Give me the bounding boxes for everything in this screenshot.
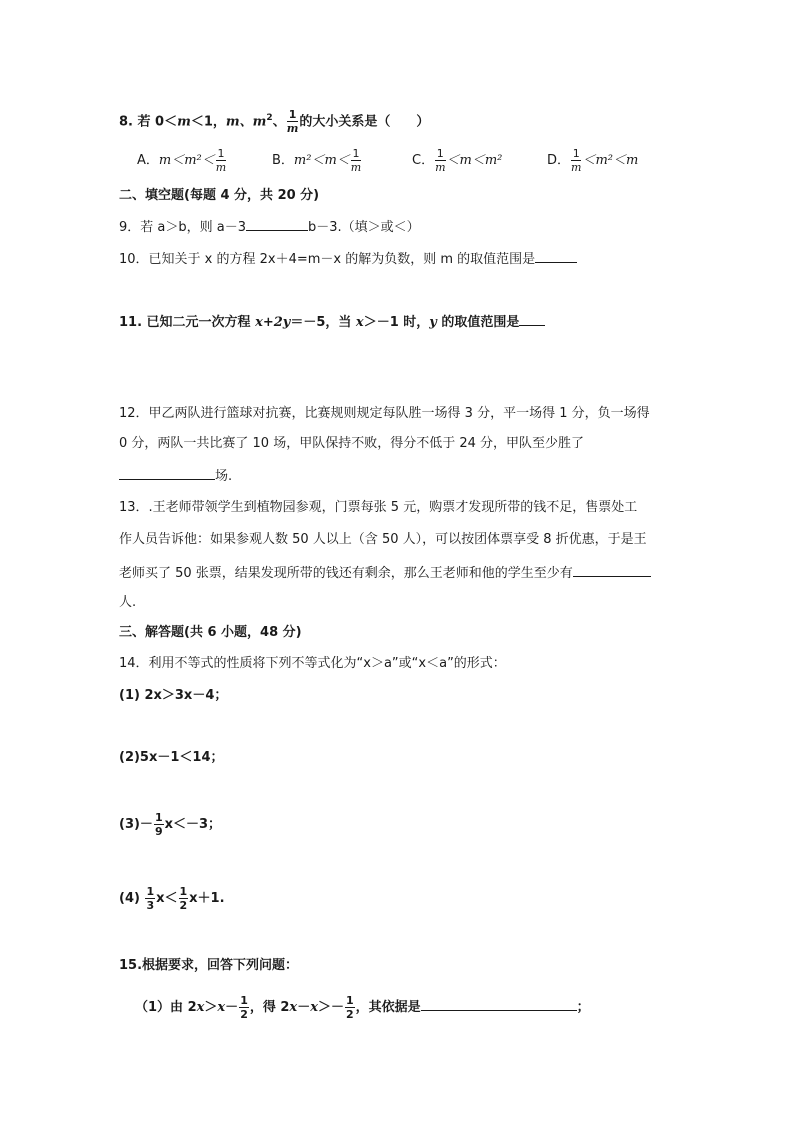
fraction-denominator: m — [215, 161, 227, 174]
q11-text: 的取值范围是 — [436, 315, 520, 330]
q15-text: （1）由 2 — [135, 1000, 197, 1015]
option-fraction — [351, 148, 361, 173]
fraction-denominator: 2 — [179, 899, 188, 912]
q11-text: 11. 已知二元一次方程 — [119, 315, 256, 330]
q15-var: x — [310, 1000, 318, 1015]
section-title-fill-in: 二、填空题(每题 4 分，共 20 分) — [119, 188, 320, 203]
q11-text: ＞－1 时， — [363, 315, 430, 330]
q9-text: b－3.（填＞或＜） — [308, 220, 420, 235]
q15-var: x — [289, 1000, 298, 1015]
fraction-numerator: 1 — [179, 885, 188, 898]
q14-part-4 — [119, 886, 225, 911]
q8-stem — [119, 108, 429, 134]
q11-answer-blank[interactable] — [519, 311, 545, 326]
q15-text: － — [297, 1000, 311, 1015]
q15-text: ＞－ — [317, 1000, 344, 1015]
fraction-denominator: 2 — [240, 1008, 248, 1021]
fraction-numerator: 1 — [288, 108, 297, 122]
fraction-denominator: m — [571, 161, 582, 174]
fraction-numerator: 1 — [345, 994, 354, 1007]
option-fraction — [216, 148, 226, 173]
section-title-solutions: 三、解答题(共 6 小题，48 分) — [119, 625, 302, 640]
option-fraction — [435, 148, 445, 173]
option-label: A． — [137, 153, 159, 168]
q15-stem: 15.根据要求，回答下列问题： — [119, 958, 299, 973]
fraction-numerator: 1 — [240, 994, 248, 1007]
q9-text: 9．若 a＞b，则 a－3 — [119, 220, 246, 235]
q13-line-1: 13．.王老师带领学生到植物园参观，门票每张 5 元，购票才发现所带的钱不足，售票处工 — [119, 500, 638, 515]
q14-text: (3)－ — [119, 817, 153, 832]
fraction-denominator: 2 — [345, 1008, 354, 1021]
q15-text: ，得 2 — [249, 1000, 290, 1015]
q13-line-3 — [119, 562, 651, 584]
q8-text: ＜1， — [190, 114, 226, 130]
q11-text: ＝－5，当 — [290, 315, 356, 330]
option-label: C． — [412, 153, 435, 168]
option-label: B． — [272, 153, 294, 168]
q15-text: ，其依据是 — [355, 1000, 421, 1015]
q15-answer-blank[interactable] — [421, 996, 577, 1011]
option-fraction — [571, 148, 581, 173]
q11-eq: x+2y — [255, 315, 291, 330]
q11 — [119, 311, 545, 333]
option-text: m²＜m＜ — [293, 153, 350, 168]
q13-text: 老师买了 50 张票，结果发现所带的钱还有剩余，那么王老师和他的学生至少有 — [119, 566, 573, 581]
q14-fraction — [145, 886, 155, 911]
q9-answer-blank[interactable] — [246, 216, 308, 231]
q14-text: (4) — [119, 891, 145, 906]
option-text: m＜m²＜ — [158, 153, 215, 168]
q15-text: － — [225, 1000, 239, 1015]
q15-var: x — [196, 1000, 205, 1015]
q8-text: 、 — [272, 114, 286, 130]
fraction-denominator: m — [286, 122, 299, 136]
q8-text: m、m — [225, 114, 267, 130]
fraction-denominator: m — [435, 161, 446, 174]
q8-option-b[interactable] — [272, 148, 362, 173]
q8-text: 的大小关系是（ ） — [299, 114, 430, 130]
q8-option-a[interactable] — [137, 148, 227, 173]
q12-line-3 — [119, 465, 232, 487]
q14-text: x＋1. — [189, 891, 225, 906]
q14-part-2: (2)5x－1＜14； — [119, 750, 224, 765]
q8-fraction — [287, 109, 299, 134]
q8-option-d[interactable] — [547, 148, 638, 173]
q14-text: x＜－3； — [164, 817, 222, 832]
q14-part-1: (1) 2x＞3x－4； — [119, 688, 228, 703]
q8-exp: 2 — [266, 113, 273, 123]
fraction-numerator: 1 — [436, 147, 444, 160]
q15-fraction — [345, 995, 355, 1020]
q10-answer-blank[interactable] — [535, 248, 577, 263]
q11-var: x — [355, 315, 364, 330]
q15-text: ； — [576, 1000, 590, 1015]
q14-stem: 14．利用不等式的性质将下列不等式化为“x＞a”或“x＜a”的形式： — [119, 656, 506, 671]
fraction-numerator: 1 — [154, 811, 163, 824]
q11-var: y — [429, 315, 437, 330]
option-text: ＜m²＜m — [582, 153, 639, 168]
q13-line-2: 作人员告诉他：如果参观人数 50 人以上（含 50 人），可以按团体票享受 8 折优惠，于是王 — [119, 532, 647, 547]
q12-line-1: 12．甲乙两队进行篮球对抗赛，比赛规则规定每队胜一场得 3 分，平一场得 1 分，负一场得 — [119, 406, 650, 421]
option-label: D． — [547, 153, 571, 168]
q14-fraction — [154, 812, 164, 837]
q10-text: 10．已知关于 x 的方程 2x＋4=m－x 的解为负数，则 m 的取值范围是 — [119, 252, 536, 267]
q12-text: 场. — [215, 469, 233, 484]
q12-line-2: 0 分，两队一共比赛了 10 场，甲队保持不败，得分不低于 24 分，甲队至少胜了 — [119, 436, 585, 451]
q15-text: ＞ — [204, 1000, 218, 1015]
q14-fraction — [179, 886, 189, 911]
q8-option-c[interactable] — [412, 148, 502, 173]
fraction-denominator: m — [350, 161, 362, 174]
q8-var: m — [177, 114, 191, 130]
q13-line-4: 人. — [119, 595, 137, 610]
fraction-numerator: 1 — [146, 885, 155, 898]
q9 — [119, 216, 420, 238]
q13-answer-blank[interactable] — [573, 562, 651, 577]
option-text: ＜m＜m² — [446, 153, 503, 168]
fraction-numerator: 1 — [217, 147, 225, 160]
fraction-denominator: 9 — [154, 825, 163, 838]
q15-fraction — [239, 995, 249, 1020]
q8-text: 8. 若 0＜ — [119, 114, 178, 130]
fraction-denominator: 3 — [146, 899, 155, 912]
q14-text: x＜ — [156, 891, 178, 906]
fraction-numerator: 1 — [352, 147, 360, 160]
q14-part-3 — [119, 812, 221, 837]
q15-part-1 — [135, 995, 590, 1020]
q15-var: x — [217, 1000, 226, 1015]
q10 — [119, 248, 577, 270]
fraction-numerator: 1 — [572, 147, 580, 160]
q12-answer-blank[interactable] — [119, 465, 215, 480]
